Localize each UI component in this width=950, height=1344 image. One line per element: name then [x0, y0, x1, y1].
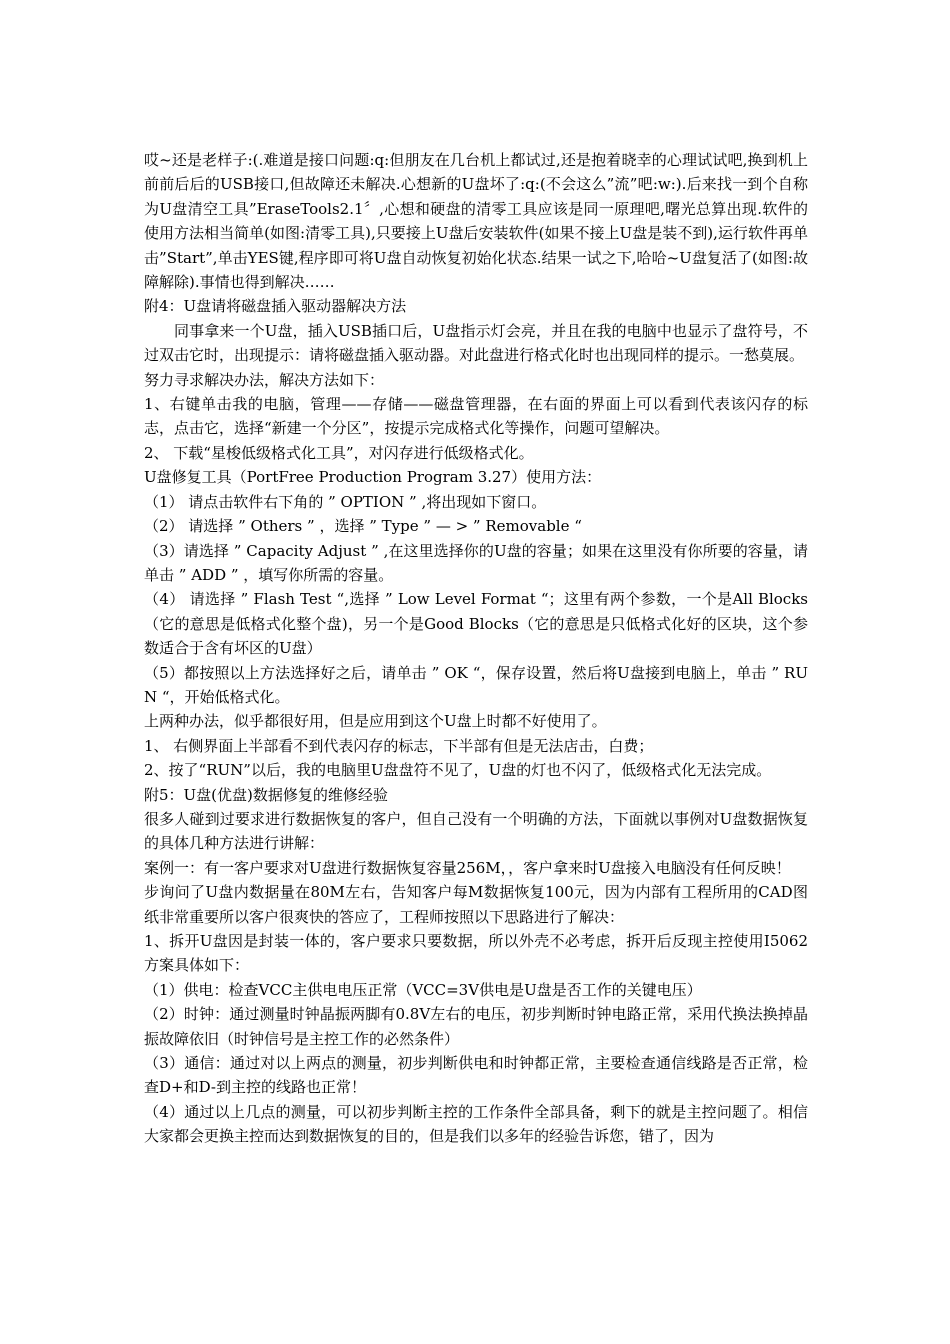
heading-appendix-4: 附4：U盘请将磁盘插入驱动器解决方法 — [144, 297, 407, 316]
paragraph-methods-failed: 上两种办法，似乎都很好用，但是应用到这个U盘上时都不好使用了。 — [144, 712, 607, 731]
paragraph-step-2: （2） 请选择 ” Others ” ，选择 ” Type ” — > ” Removable “ — [144, 517, 582, 536]
paragraph-check-clock: （2）时钟：通过测量时钟晶振两脚有0.8V左右的电压，初步判断时钟电路正常，采用代换法换掉晶振故障依旧（时钟信号是主控工作的必然条件） — [144, 1005, 808, 1048]
paragraph-erase-tools-story: 哎~还是老样子:(.难道是接口问题:q:但朋友在几台机上都试过,还是抱着晓幸的心理试试吧,换到机上前前后后的USB接口,但故障还未解决.心想新的U盘坏了:q:(不会这么”流”吧:w:).后来找一到个自称为U盘清空工具”EraseTools2.1〞,心想和硬盘的清零工具应该是同一原理吧,曙光总算出现.软件的使用方法相当简单(如图:清零工具),只要接上U盘后安装软件(如果不接上U盘是装不到),运行软件再单击”Start”,单击YES键,程序即可将U盘自动恢复初始化状态.结果一试之下,哈哈~U盘复活了(如图:故障解除).事情也得到解决…… — [144, 151, 808, 292]
paragraph-inquiry: 步询问了U盘内数据量在80M左右，告知客户每M数据恢复100元，因为内部有工程所用的CAD图纸非常重要所以客户很爽快的答应了，工程师按照以下思路进行了解决： — [144, 883, 808, 926]
paragraph-failure-1: 1、 右侧界面上半部看不到代表闪存的标志，下半部有但是无法店击，白费； — [144, 736, 654, 755]
paragraph-failure-2: 2、按了“RUN”以后，我的电脑里U盘盘符不见了，U盘的灯也不闪了，低级格式化无法完成。 — [144, 761, 772, 780]
paragraph-solution-2: 2、 下载“星梭低级格式化工具”，对闪存进行低级格式化。 — [144, 443, 534, 462]
paragraph-colleague-usb: 同事拿来一个U盘，插入USB插口后，U盘指示灯会亮，并且在我的电脑中也显示了盘符号，不过双击它时，出现提示：请将磁盘插入驱动器。对此盘进行格式化时也出现同样的提示。一愁莫展。 — [144, 321, 808, 365]
paragraph-case-1: 案例一：有一客户要求对U盘进行数据恢复容量256M，，客户拿来时U盘接入电脑没有任何反映！ — [144, 858, 791, 877]
paragraph-step-5: （5）都按照以上方法选择好之后，请单击 ” OK “，保存设置，然后将U盘接到电脑上，单击 ” RUN “，开始低格式化。 — [144, 663, 808, 706]
paragraph-check-communication: （3）通信：通过对以上两点的测量，初步判断供电和时钟都正常，主要检查通信线路是否正常，检查D+和D-到主控的线路也正常！ — [144, 1054, 808, 1097]
paragraph-solutions-intro: 努力寻求解决办法，解决方法如下： — [144, 370, 385, 389]
paragraph-step-1: （1） 请点击软件右下角的 ” OPTION ” ,将出现如下窗口。 — [144, 492, 547, 511]
paragraph-check-power: （1）供电：检查VCC主供电电压正常（VCC=3V供电是U盘是否工作的关键电压） — [144, 980, 702, 999]
paragraph-disassemble: 1、拆开U盘因是封装一体的，客户要求只要数据，所以外壳不必考虑，拆开后反现主控使用I5062方案具体如下： — [144, 932, 808, 975]
paragraph-portfree-tool: U盘修复工具（PortFree Production Program 3.27）使用方法： — [144, 468, 602, 487]
paragraph-step-3: （3）请选择 ” Capacity Adjust ” ,在这里选择你的U盘的容量；如果在这里没有你所要的容量，请单击 ” ADD ” ，填写你所需的容量。 — [144, 541, 808, 584]
document-body — [144, 148, 808, 1149]
heading-appendix-5: 附5：U盘(优盘)数据修复的维修经验 — [144, 785, 388, 804]
paragraph-recovery-intro: 很多人碰到过要求进行数据恢复的客户，但自己没有一个明确的方法，下面就以事例对U盘数据恢复的具体几种方法进行讲解： — [144, 809, 808, 853]
paragraph-controller-conclusion: （4）通过以上几点的测量，可以初步判断主控的工作条件全部具备，剩下的就是主控问题了。相信大家都会更换主控而达到数据恢复的目的，但是我们以多年的经验告诉您，错了，因为 — [144, 1102, 808, 1146]
paragraph-step-4: （4） 请选择 ” Flash Test “,选择 ” Low Level Format “；这里有两个参数，一个是All Blocks（它的意思是低格式化整个盘)，另一个是Good Blocks（它的意思是只低格式化好的区块，这个参数适合于含有坏区的U盘） — [144, 590, 808, 658]
paragraph-solution-1: 1、右键单击我的电脑，管理——存储——磁盘管理器，在右面的界面上可以看到代表该闪存的标志，点击它，选择“新建一个分区”，按提示完成格式化等操作，问题可望解决。 — [144, 395, 808, 438]
